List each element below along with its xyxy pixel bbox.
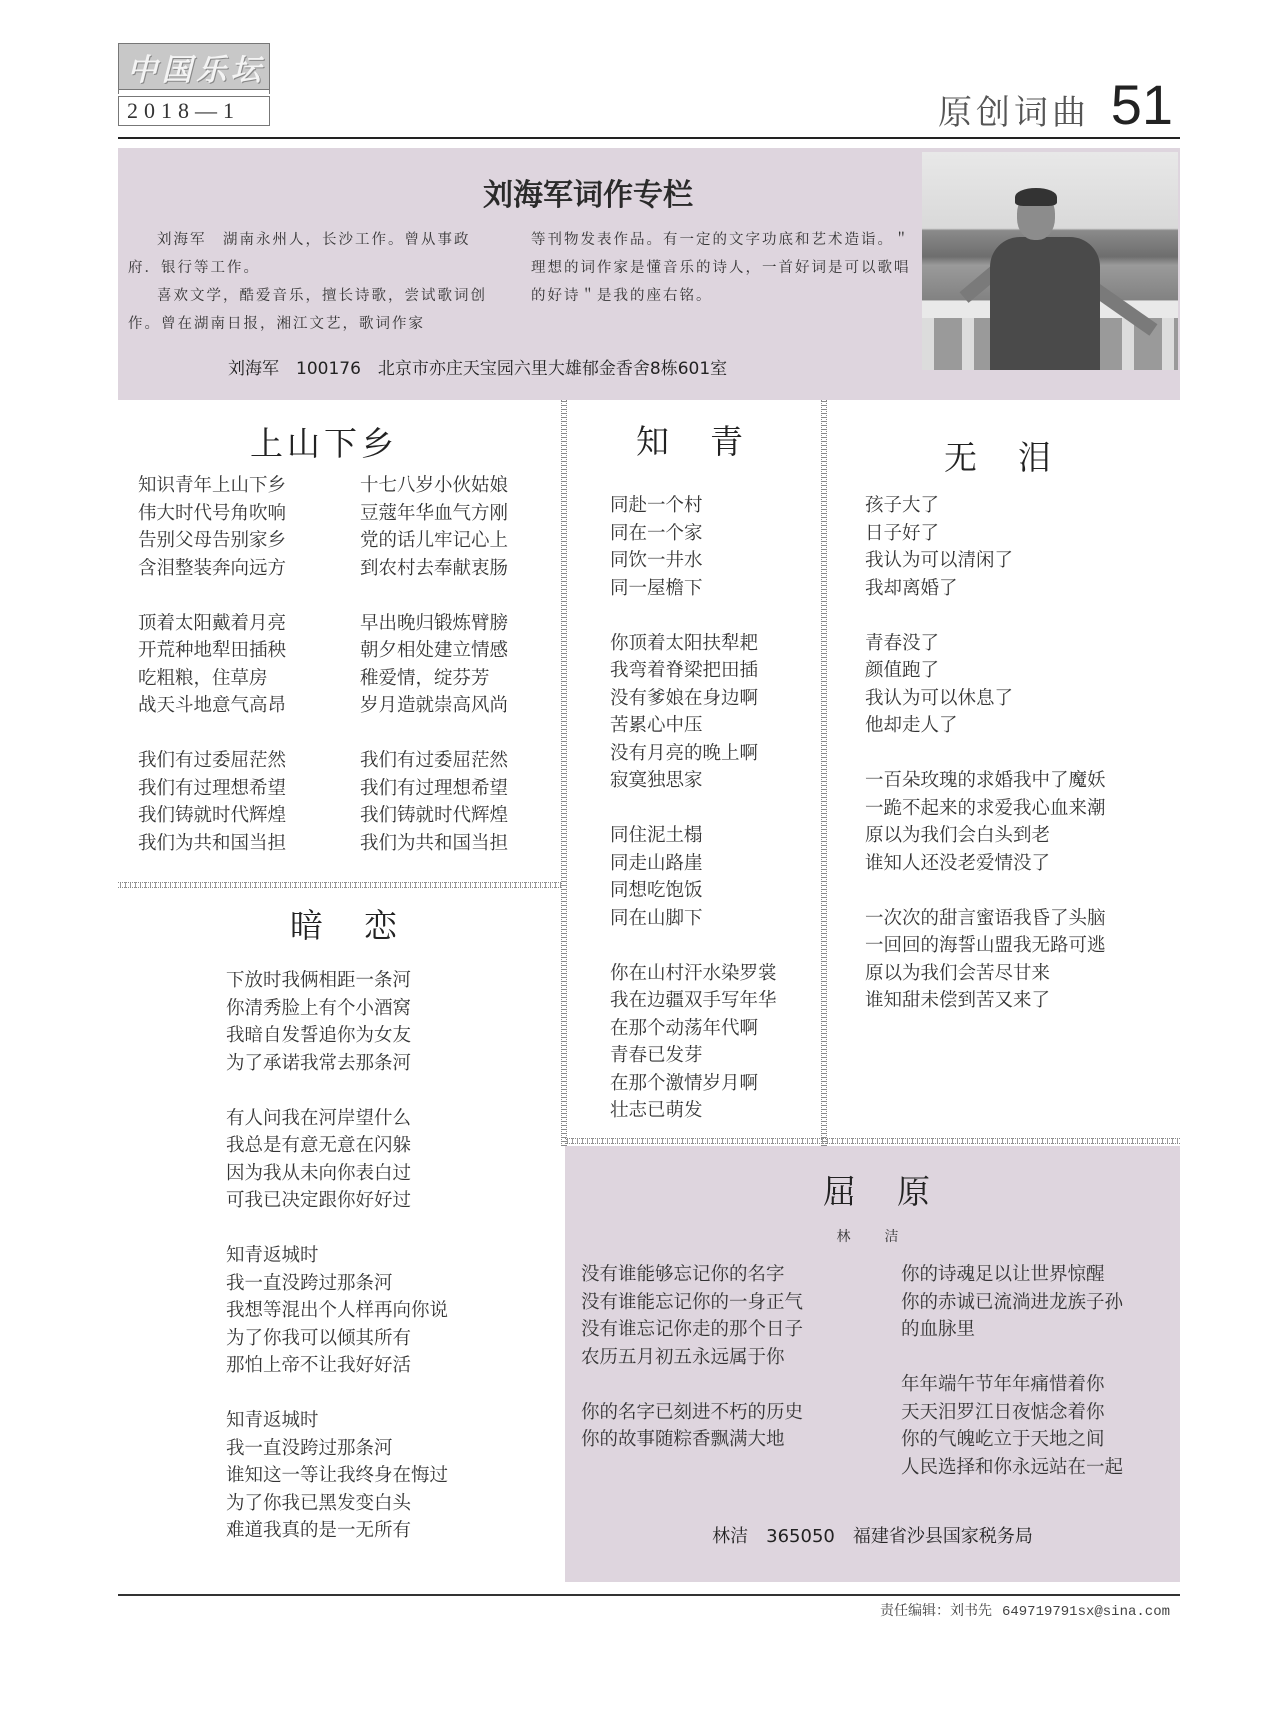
poem-line: 我总是有意无意在闪躲 xyxy=(226,1135,412,1156)
poem-line: 可我已决定跟你好好过 xyxy=(226,1190,412,1211)
poem-line: 你顶着太阳扶犁耙 xyxy=(610,632,759,654)
poem-line: 为了你我可以倾其所有 xyxy=(226,1327,412,1349)
poem-line: 你的赤诚已流淌进龙族子孙 xyxy=(901,1291,1124,1313)
author-banner xyxy=(118,148,1180,400)
bio-paragraph: 喜欢文学，酷爱音乐，擅长诗歌，尝试歌词创作。曾在湖南日报，湘江文艺，歌词作家 xyxy=(128,288,487,332)
stanza-gap xyxy=(865,740,1106,768)
column-divider xyxy=(821,400,827,1146)
poem-line: 青春已发芽 xyxy=(610,1045,703,1066)
editor-credit xyxy=(880,1600,1170,1620)
poem-line: 在那个激情岁月啊 xyxy=(610,1072,759,1094)
poet-address: 林洁 365050 福建省沙县国家税务局 xyxy=(712,1526,1033,1547)
person-body xyxy=(990,237,1100,370)
poem-line: 我暗自发誓追你为女友 xyxy=(226,1025,412,1046)
poem-line: 寂寞独思家 xyxy=(610,770,703,791)
poem-line: 颜值跑了 xyxy=(865,660,940,681)
logo-divider xyxy=(118,90,270,94)
section-divider xyxy=(118,882,561,888)
stanza-gap xyxy=(865,877,1106,905)
poem-line: 十七八岁小伙姑娘 xyxy=(360,475,509,496)
poem-line: 开荒种地犁田插秧 xyxy=(138,640,287,661)
poem-line: 难道我真的是一无所有 xyxy=(226,1520,412,1541)
poem-line: 一回回的海誓山盟我无路可逃 xyxy=(865,935,1106,956)
magazine-masthead xyxy=(118,43,270,126)
person-hair xyxy=(1015,188,1057,206)
poem-line: 下放时我俩相距一条河 xyxy=(226,970,412,991)
stanza-gap xyxy=(138,720,286,748)
poem-line: 伟大时代号角吹响 xyxy=(138,502,287,524)
poem-zhiqing xyxy=(610,492,777,1125)
poem-line: 含泪整装奔向远方 xyxy=(138,557,287,579)
poem-line: 没有谁忘记你走的那个日子 xyxy=(581,1319,804,1340)
footer-rule xyxy=(118,1594,1180,1596)
poem-line: 我想等混出个人样再向你说 xyxy=(226,1300,449,1321)
poem-line: 谁知这一等让我终身在悔过 xyxy=(226,1465,449,1486)
poem-anlian xyxy=(226,967,448,1545)
poem-line: 我们铸就时代辉煌 xyxy=(360,805,509,826)
poem-line: 同一屋檐下 xyxy=(610,577,703,599)
author-photo xyxy=(922,152,1178,370)
poem-line: 同想吃饱饭 xyxy=(610,880,703,901)
poem-line: 你的诗魂足以让世界惊醒 xyxy=(901,1264,1105,1285)
poem-line: 早出晚归锻炼臂膀 xyxy=(360,612,509,634)
poem-line: 一次次的甜言蜜语我昏了头脑 xyxy=(865,907,1106,929)
stanza-gap xyxy=(901,1344,1123,1372)
editor-email: 649719791sx@sina.com xyxy=(1001,1604,1170,1620)
poem-line: 我们有过委屈茫然 xyxy=(138,750,287,771)
poem-line: 知青返城时 xyxy=(226,1245,319,1266)
poem-quyuan-col1 xyxy=(581,1261,803,1454)
poem-line: 吃粗粮，住草房 xyxy=(138,667,268,689)
poem-line: 朝夕相处建立情感 xyxy=(360,640,509,661)
poem-shangshanxiaxiang-col2 xyxy=(360,472,508,857)
poem-line: 原以为我们会白头到老 xyxy=(865,825,1051,846)
poem-line: 你的故事随粽香飘满大地 xyxy=(581,1429,785,1450)
poem-line: 为了承诺我常去那条河 xyxy=(226,1052,412,1074)
poem-line: 谁知人还没老爱情没了 xyxy=(865,852,1051,874)
poem-title-shangshanxiaxiang: 上山下乡 xyxy=(250,424,398,463)
poem-line: 没有谁能够忘记你的名字 xyxy=(581,1264,785,1285)
author-bio-left xyxy=(128,226,498,338)
poem-line: 原以为我们会苦尽甘来 xyxy=(865,962,1051,984)
poem-line: 谁知甜未偿到苦又来了 xyxy=(865,990,1051,1011)
poem-line: 党的话儿牢记心上 xyxy=(360,530,509,551)
poem-line: 那怕上帝不让我好好活 xyxy=(226,1355,412,1376)
poem-line: 我们为共和国当担 xyxy=(360,832,509,854)
poem-line: 在那个动荡年代啊 xyxy=(610,1017,759,1039)
poem-line: 告别父母告别家乡 xyxy=(138,530,287,551)
poem-line: 知识青年上山下乡 xyxy=(138,475,287,496)
poem-line: 孩子大了 xyxy=(865,495,940,516)
poem-line: 日子好了 xyxy=(865,522,940,544)
logo-char: 乐 xyxy=(196,52,227,88)
poem-line: 你的名字已刻进不朽的历史 xyxy=(581,1401,804,1423)
poem-quyuan-col2 xyxy=(901,1261,1123,1481)
poem-wulei xyxy=(865,492,1106,1015)
editor-label: 责任编辑：刘书先 xyxy=(879,1603,992,1619)
poem-line: 到农村去奉献衷肠 xyxy=(360,557,509,579)
stanza-gap xyxy=(360,720,508,748)
poem-line: 我一直没跨过那条河 xyxy=(226,1272,393,1294)
poem-line: 同在一个家 xyxy=(610,522,703,544)
section-divider xyxy=(565,1138,1180,1144)
header-rule xyxy=(118,137,1180,139)
poem-line: 同赴一个村 xyxy=(610,495,703,516)
poem-line: 岁月造就崇高风尚 xyxy=(360,695,509,716)
poem-line: 同走山路崖 xyxy=(610,852,703,874)
poem-line: 你在山村汗水染罗裳 xyxy=(610,962,777,984)
poem-author: 林 洁 xyxy=(836,1229,909,1245)
stanza-gap xyxy=(226,1380,448,1408)
poem-line: 我弯着脊梁把田插 xyxy=(610,660,759,681)
poem-line: 我们为共和国当担 xyxy=(138,832,287,854)
poem-line: 没有谁能忘记你的一身正气 xyxy=(581,1291,804,1313)
poem-line: 稚爱情，绽芬芳 xyxy=(360,667,490,689)
bio-paragraph: 刘海军 湖南永州人，长沙工作。曾从事政府．银行等工作。 xyxy=(128,232,471,276)
poem-line: 农历五月初五永远属于你 xyxy=(581,1346,785,1368)
page-number: 51 xyxy=(1110,73,1173,136)
section-title: 原创词曲 xyxy=(938,93,1090,133)
poem-line: 的血脉里 xyxy=(901,1319,976,1340)
poem-line: 没有爹娘在身边啊 xyxy=(610,687,759,709)
poem-line: 我认为可以休息了 xyxy=(865,687,1014,709)
stanza-gap xyxy=(226,1077,448,1105)
poem-line: 我一直没跨过那条河 xyxy=(226,1437,393,1459)
stanza-gap xyxy=(610,795,777,823)
poem-line: 我们有过理想希望 xyxy=(138,777,287,799)
quyuan-section xyxy=(565,1146,1180,1582)
poem-line: 顶着太阳戴着月亮 xyxy=(138,612,287,634)
poem-line: 青春没了 xyxy=(865,632,940,654)
poem-shangshanxiaxiang-col1 xyxy=(138,472,286,857)
poem-line: 战天斗地意气高昂 xyxy=(138,695,287,716)
poem-line: 苦累心中压 xyxy=(610,715,703,736)
poem-line: 他却走人了 xyxy=(865,715,958,736)
poem-line: 人民选择和你永远站在一起 xyxy=(901,1456,1124,1478)
poem-line: 我们有过委屈茫然 xyxy=(360,750,509,771)
author-address: 刘海军 100176 北京市亦庄天宝园六里大雄郁金香舍8栋601室 xyxy=(228,359,728,379)
bio-paragraph: 等刊物发表作品。有一定的文字功底和艺术造诣。＂理想的词作家是懂音乐的诗人，一首好词是可以歌唱的好诗＂是我的座右铭。 xyxy=(531,232,911,304)
poem-title-anlian: 暗 恋 xyxy=(290,906,401,945)
poem-line: 我在边疆双手写年华 xyxy=(610,990,777,1011)
logo-char: 国 xyxy=(161,52,192,88)
column-title: 刘海军词作专栏 xyxy=(483,178,693,213)
poem-line: 我认为可以清闲了 xyxy=(865,550,1014,571)
logo-char: 中 xyxy=(127,52,158,88)
poem-line: 天天汨罗江日夜惦念着你 xyxy=(901,1401,1105,1423)
poem-line: 我却离婚了 xyxy=(865,577,958,599)
logo-char: 坛 xyxy=(230,52,261,88)
poem-line: 我们铸就时代辉煌 xyxy=(138,805,287,826)
poem-line: 壮志已萌发 xyxy=(610,1100,703,1121)
stanza-gap xyxy=(581,1371,803,1399)
poem-line: 同在山脚下 xyxy=(610,907,703,929)
poem-line: 因为我从未向你表白过 xyxy=(226,1162,412,1184)
author-bio-right xyxy=(531,226,914,310)
stanza-gap xyxy=(138,582,286,610)
poem-line: 一百朵玫瑰的求婚我中了魔妖 xyxy=(865,770,1106,791)
poem-line: 豆蔻年华血气方刚 xyxy=(360,502,509,524)
poem-title-quyuan: 屈 原 xyxy=(823,1172,934,1211)
stanza-gap xyxy=(360,582,508,610)
stanza-gap xyxy=(610,932,777,960)
stanza-gap xyxy=(226,1215,448,1243)
column-divider xyxy=(561,400,567,1146)
poem-line: 有人问我在河岸望什么 xyxy=(226,1107,412,1129)
stanza-gap xyxy=(865,602,1106,630)
issue-number: 2018—1 xyxy=(118,96,270,126)
poem-line: 为了你我已黑发变白头 xyxy=(226,1492,412,1514)
poem-line: 同住泥土榻 xyxy=(610,825,703,846)
magazine-logo xyxy=(118,43,270,90)
poem-title-zhiqing: 知 青 xyxy=(636,422,747,461)
poem-line: 知青返城时 xyxy=(226,1410,319,1431)
stanza-gap xyxy=(610,602,777,630)
poem-title-wulei: 无 泪 xyxy=(944,438,1055,477)
poem-line: 一跪不起来的求爱我心血来潮 xyxy=(865,797,1106,819)
poem-line: 你清秀脸上有个小酒窝 xyxy=(226,997,412,1019)
poem-line: 没有月亮的晚上啊 xyxy=(610,742,759,764)
poem-line: 同饮一井水 xyxy=(610,550,703,571)
poem-line: 年年端午节年年痛惜着你 xyxy=(901,1374,1105,1395)
poem-line: 你的气魄屹立于天地之间 xyxy=(901,1429,1105,1450)
poem-line: 我们有过理想希望 xyxy=(360,777,509,799)
